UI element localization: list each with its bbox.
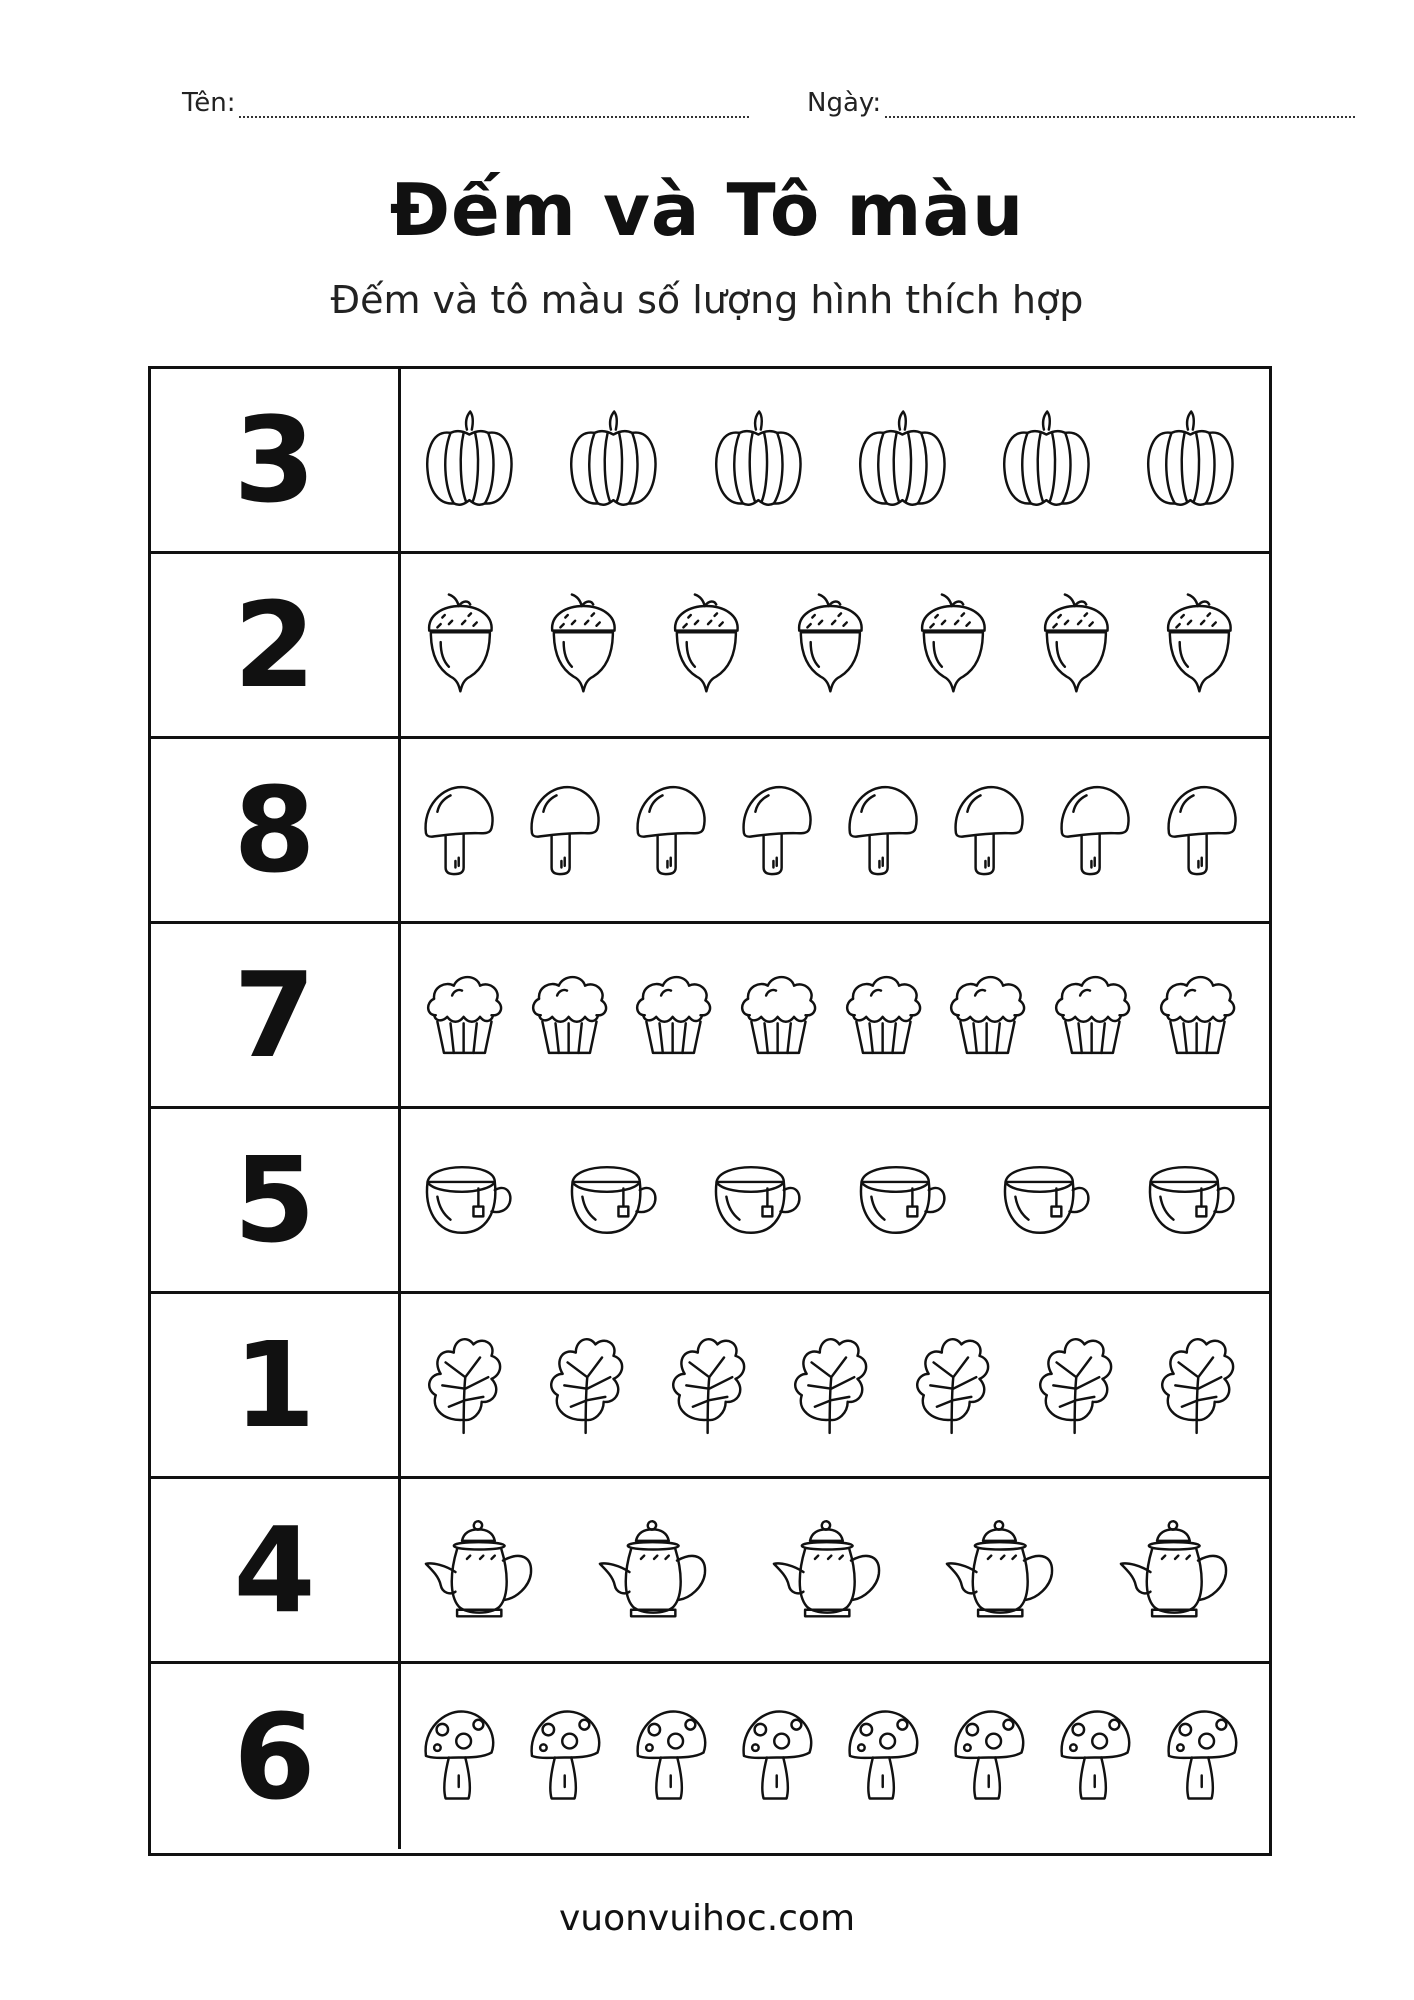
leaf-icon[interactable] bbox=[1032, 1328, 1117, 1443]
name-dotted-line[interactable] bbox=[239, 92, 749, 118]
cupcake-icon[interactable] bbox=[630, 966, 715, 1064]
row-pictures bbox=[401, 739, 1269, 921]
row-pictures bbox=[401, 369, 1269, 551]
spotted-mushroom-icon[interactable] bbox=[739, 1705, 814, 1807]
row-pictures bbox=[401, 1294, 1269, 1476]
row-pictures bbox=[401, 1664, 1269, 1849]
teapot-icon[interactable] bbox=[769, 1513, 892, 1628]
spotted-mushroom-icon[interactable] bbox=[633, 1705, 708, 1807]
name-field[interactable] bbox=[182, 88, 749, 118]
row-pictures bbox=[401, 1109, 1269, 1291]
leaf-icon[interactable] bbox=[909, 1328, 994, 1443]
row-number: 8 bbox=[151, 739, 401, 921]
acorn-icon[interactable] bbox=[667, 588, 746, 703]
row-number: 5 bbox=[151, 1109, 401, 1291]
pumpkin-icon[interactable] bbox=[421, 405, 518, 516]
mushroom-icon[interactable] bbox=[739, 779, 814, 881]
teapot-icon[interactable] bbox=[942, 1513, 1065, 1628]
row-pictures bbox=[401, 924, 1269, 1106]
spotted-mushroom-icon[interactable] bbox=[845, 1705, 920, 1807]
leaf-icon[interactable] bbox=[787, 1328, 872, 1443]
row-number: 7 bbox=[151, 924, 401, 1106]
cupcake-icon[interactable] bbox=[526, 966, 611, 1064]
teacup-icon[interactable] bbox=[421, 1159, 516, 1241]
mushroom-icon[interactable] bbox=[951, 779, 1026, 881]
teapot-icon[interactable] bbox=[1116, 1513, 1239, 1628]
date-dotted-line[interactable] bbox=[885, 92, 1355, 118]
acorn-icon[interactable] bbox=[544, 588, 623, 703]
mushroom-icon[interactable] bbox=[1164, 779, 1239, 881]
table-row bbox=[151, 554, 1269, 739]
acorn-icon[interactable] bbox=[1160, 588, 1239, 703]
row-number: 3 bbox=[151, 369, 401, 551]
pumpkin-icon[interactable] bbox=[998, 405, 1095, 516]
leaf-icon[interactable] bbox=[421, 1328, 506, 1443]
spotted-mushroom-icon[interactable] bbox=[527, 1705, 602, 1807]
mushroom-icon[interactable] bbox=[1057, 779, 1132, 881]
leaf-icon[interactable] bbox=[665, 1328, 750, 1443]
pumpkin-icon[interactable] bbox=[1142, 405, 1239, 516]
date-field[interactable] bbox=[807, 88, 1355, 118]
teacup-icon[interactable] bbox=[999, 1159, 1094, 1241]
row-pictures bbox=[401, 554, 1269, 736]
table-row bbox=[151, 739, 1269, 924]
acorn-icon[interactable] bbox=[914, 588, 993, 703]
teapot-icon[interactable] bbox=[595, 1513, 718, 1628]
spotted-mushroom-icon[interactable] bbox=[951, 1705, 1026, 1807]
row-number: 1 bbox=[151, 1294, 401, 1476]
pumpkin-icon[interactable] bbox=[565, 405, 662, 516]
page-title: Đếm và Tô màu bbox=[389, 168, 1025, 252]
table-row bbox=[151, 1109, 1269, 1294]
row-number: 6 bbox=[151, 1664, 401, 1849]
table-row bbox=[151, 369, 1269, 554]
acorn-icon[interactable] bbox=[421, 588, 500, 703]
leaf-icon[interactable] bbox=[543, 1328, 628, 1443]
teacup-icon[interactable] bbox=[710, 1159, 805, 1241]
cupcake-icon[interactable] bbox=[735, 966, 820, 1064]
pumpkin-icon[interactable] bbox=[854, 405, 951, 516]
cupcake-icon[interactable] bbox=[1154, 966, 1239, 1064]
spotted-mushroom-icon[interactable] bbox=[421, 1705, 496, 1807]
spotted-mushroom-icon[interactable] bbox=[1057, 1705, 1132, 1807]
teacup-icon[interactable] bbox=[1144, 1159, 1239, 1241]
teapot-icon[interactable] bbox=[421, 1513, 544, 1628]
teacup-icon[interactable] bbox=[855, 1159, 950, 1241]
cupcake-icon[interactable] bbox=[944, 966, 1029, 1064]
date-label: Ngày: bbox=[807, 88, 882, 118]
mushroom-icon[interactable] bbox=[633, 779, 708, 881]
counting-table bbox=[148, 366, 1272, 1856]
spotted-mushroom-icon[interactable] bbox=[1164, 1705, 1239, 1807]
mushroom-icon[interactable] bbox=[421, 779, 496, 881]
pumpkin-icon[interactable] bbox=[710, 405, 807, 516]
leaf-icon[interactable] bbox=[1154, 1328, 1239, 1443]
cupcake-icon[interactable] bbox=[421, 966, 506, 1064]
table-row bbox=[151, 1664, 1269, 1849]
acorn-icon[interactable] bbox=[1037, 588, 1116, 703]
row-number: 4 bbox=[151, 1479, 401, 1661]
table-row bbox=[151, 924, 1269, 1109]
footer-website: vuonvuihoc.com bbox=[558, 1898, 856, 1939]
acorn-icon[interactable] bbox=[791, 588, 870, 703]
teacup-icon[interactable] bbox=[566, 1159, 661, 1241]
name-label: Tên: bbox=[182, 88, 236, 118]
row-pictures bbox=[401, 1479, 1269, 1661]
row-number: 2 bbox=[151, 554, 401, 736]
table-row bbox=[151, 1479, 1269, 1664]
mushroom-icon[interactable] bbox=[845, 779, 920, 881]
mushroom-icon[interactable] bbox=[527, 779, 602, 881]
table-row bbox=[151, 1294, 1269, 1479]
cupcake-icon[interactable] bbox=[840, 966, 925, 1064]
cupcake-icon[interactable] bbox=[1049, 966, 1134, 1064]
page-subtitle: Đếm và tô màu số lượng hình thích hợp bbox=[330, 278, 1084, 322]
